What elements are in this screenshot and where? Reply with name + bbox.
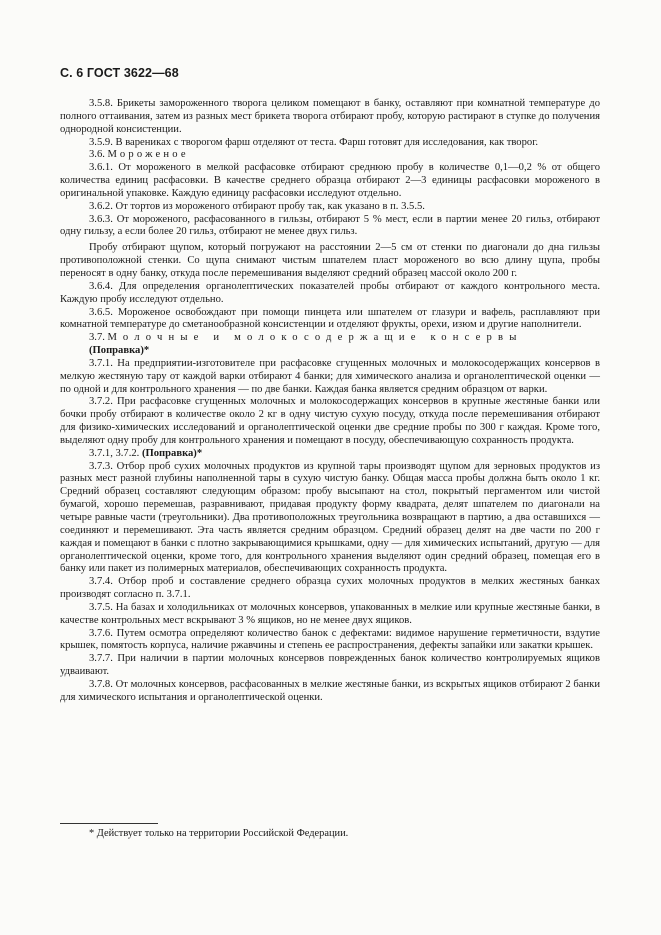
clauses-3-7-1-2-amendment (60, 448, 600, 461)
clause-3-5-8: 3.5.8. Брикеты замороженного творога целиком помещают в банку, оставляют при комнатной температуре до полного оттаивания, затем из разных мест брикета творога отбирают пробу, которую растирают в ступке до получения однородной консистенции. (60, 98, 600, 135)
section-3-6-heading (60, 149, 600, 162)
clause-3-6-2: 3.6.2. От тортов из мороженого отбирают пробу так, как указано в п. 3.5.5. (89, 200, 425, 212)
clause-3-5-9: 3.5.9. В варениках с творогом фарш отделяют от теста. Фарш готовят для исследования, как творог. (89, 136, 538, 148)
clause-3-7-3: 3.7.3. Отбор проб сухих молочных продуктов из крупной тары производят щупом для зерновых продуктов из разных мест разной глубины наполненной тары в сухую чистую банку. Общая масса пробы должна быть около 1 кг. Средний образец составляют следующим образом: пробу высыпают на стол, покрытый пергаментом или чистой бумагой, хорошо перемешав, разравнивают, придавая продукту форму квадрата, делят шпателем по диагонали на четыре равные части (треугольники). Два противоположных треугольника возвращают в партию, а два оставшихся — соединяют и перемешивают. Эта часть является средним образцом. Средний образец делят на две части по 200 г каждая и помещают в банки с плотно закрывающимися крышками, одну — для химических испытаний, другую — для органолептической оценки, кроме того, для контрольного хранения выделяют один средний образец, помещая его в банку или пакет из полимерных материалов, обеспечивающих сохранность продукта. (60, 460, 600, 575)
section-number: 3.6. (89, 149, 105, 161)
clause-3-7-5: 3.7.5. На базах и холодильниках от молочных консервов, упакованных в мелкие или крупные жестяные банки, в качестве контрольных мест вскрывают 3 % ящиков, но не менее двух ящиков. (60, 601, 600, 626)
section-title: Молочные и молокосодержащие консервы (107, 332, 523, 344)
clause-3-6-4: 3.6.4. Для определения органолептических показателей пробы отбирают от каждого контрольного места. Каждую пробу исследуют отдельно. (60, 280, 600, 305)
section-3-7-heading (60, 332, 600, 345)
footnote: * Действует только на территории Российской Федерации. (89, 828, 349, 839)
section-title: Мороженое (107, 149, 189, 161)
clause-3-7-1: 3.7.1. На предприятии-изготовителе при расфасовке сгущенных молочных и молокосодержащих консервов в мелкую жестяную тару от каждой варки отбирают 4 банки; для химического анализа и органолептической оценки — по одной и для контрольного хранения — по две банки. Каждая банка является средним образцом от варки. (60, 357, 600, 395)
clause-3-7-6: 3.7.6. Путем осмотра определяют количество банок с дефектами: видимое нарушение герметичности, вздутие крышек, помятость корпуса, наличие ржавчины и степень ее распространения, дефекты запайки или закатки крышек. (60, 627, 600, 652)
footnote-divider (60, 823, 158, 824)
clause-3-7-4: 3.7.4. Отбор проб и составление среднего образца сухих молочных продуктов в мелких жестяных банках производят согласно п. 3.7.1. (60, 576, 600, 601)
amendment-note: (Поправка)* (89, 345, 150, 357)
clause-3-6-1: 3.6.1. От мороженого в мелкой расфасовке отбирают среднюю пробу в количестве 0,1—0,2 % от общего количества единиц расфасовки. В качестве среднего образца отбирают 2—3 единицы расфасовки мороженого в оригинальной упаковке. Каждую единицу расфасовки исследуют отдельно. (60, 162, 600, 199)
clause-3-7-7: 3.7.7. При наличии в партии молочных консервов поврежденных банок количество контролируемых ящиков удваивают. (60, 653, 600, 678)
amendment-note: (Поправка)* (141, 447, 203, 459)
section-number: 3.7. (89, 332, 105, 344)
document-body (60, 98, 600, 705)
page-header: С. 6 ГОСТ 3622—68 (60, 66, 179, 80)
clause-refs: 3.7.1, 3.7.2. (89, 447, 140, 459)
clause-3-7-2: 3.7.2. При расфасовке сгущенных молочных и молокосодержащих консервов в крупные жестяные банки или бочки пробу отбирают в количестве около 2 кг в одну чистую сухую посуду, откуда после перемешивания отбирают для физико-химических исследований и органолептической оценки две средние пробы по 300 г каждая. Кроме того, выделяют одну пробу для контрольного хранения и помещают в посуду, обеспечивающую сохранность продукта. (60, 396, 600, 446)
clause-3-7-8: 3.7.8. От молочных консервов, расфасованных в мелкие жестяные банки, из вскрытых ящиков отбирают 2 банки для химического испытания и органолептической оценки. (60, 678, 600, 703)
clause-3-6-3-continued: Пробу отбирают щупом, который погружают на расстоянии 2—5 см от стенки по диагонали до дна гильзы противоположной стенки. Со щупа снимают чистым шпателем пласт мороженого во всю длину щупа, пробы переносят в одну банку, откуда после перемешивания выделяют средний образец массой около 200 г. (60, 242, 600, 279)
clause-3-6-3: 3.6.3. От мороженого, расфасованного в гильзы, отбирают 5 % мест, если в партии менее 20 гильз, отбирают одну гильзу, а если более 20 гильз, отбирают не менее двух гильз. (60, 213, 600, 238)
clause-3-6-5: 3.6.5. Мороженое освобождают при помощи пинцета или шпателем от глазури и вафель, расплавляют при комнатной температуре до сметанообразной консистенции и отделяют фрукты, орехи, изюм и другие наполнители. (60, 306, 600, 331)
